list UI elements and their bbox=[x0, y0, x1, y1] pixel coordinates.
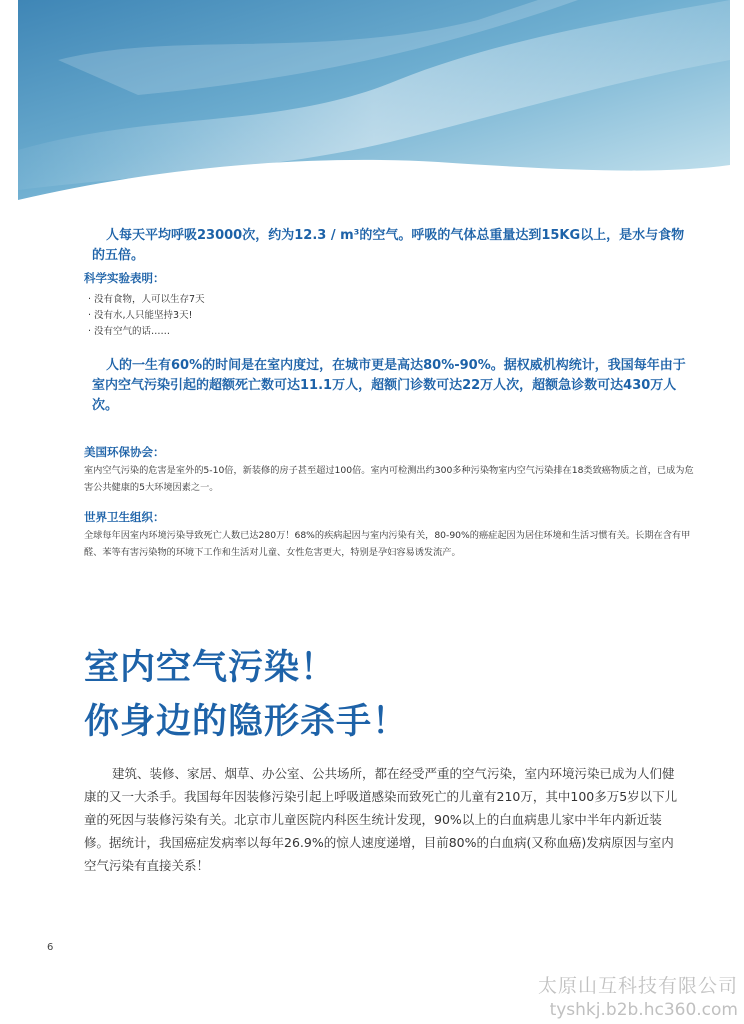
page-title-line2: 你身边的隐形杀手！ bbox=[84, 702, 409, 742]
watermark-url: tyshkj.b2b.hc360.com bbox=[549, 1000, 738, 1020]
page-number: 6 bbox=[47, 942, 54, 953]
who-text: 全球每年因室内环境污染导致死亡人数已达280万！68%的疾病起因与室内污染有关，80-90%的癌症起因为居住环境和生活习惯有关。长期在含有甲醛、苯等有害污染物的环境下工作和生活对儿童、女性危害更大，特别是孕妇容易诱发流产。 bbox=[84, 530, 691, 558]
intro-lead: 人每天平均呼吸23000次，约为12.3 / m³的空气。呼吸的气体总重量达到15KG以上，是水与食物的五倍。 bbox=[92, 228, 685, 263]
list-item: · 没有空气的话…… bbox=[88, 326, 171, 337]
sky-banner bbox=[18, 0, 730, 210]
experiment-heading: 科学实验表明： bbox=[84, 271, 165, 285]
epa-text: 室内空气污染的危害是室外的5-10倍，新装修的房子甚至超过100倍。室内可检测出约300多种污染物室内空气污染排在18类致癌物质之首，已成为危害公共健康的5大环境因素之一。 bbox=[84, 465, 694, 493]
who-heading: 世界卫生组织： bbox=[84, 510, 165, 524]
list-item: · 没有食物，人可以生存7天 bbox=[88, 294, 205, 305]
watermark-company: 太原山互科技有限公司 bbox=[537, 975, 738, 997]
body-paragraph: 建筑、装修、家居、烟草、办公室、公共场所，都在经受严重的空气污染，室内环境污染已成为人们健康的又一大杀手。我国每年因装修污染引起上呼吸道感染而致死亡的儿童有210万，其中100多万5岁以下儿童的死因与装修污染有关。北京市儿童医院内科医生统计发现，90%以上的白血病患儿家中半年内新近装修。据统计，我国癌症发病率以每年26.9%的惊人速度递增，目前80%的白血病(又称血癌)发病原因与室内空气污染有直接关系！ bbox=[84, 766, 678, 873]
brochure-page bbox=[18, 0, 730, 1024]
list-item: · 没有水,人只能坚持3天! bbox=[88, 310, 193, 321]
experiment-list bbox=[88, 292, 205, 340]
epa-heading: 美国环保协会： bbox=[84, 445, 165, 459]
watermark bbox=[538, 974, 738, 1022]
page-title-line1: 室内空气污染！ bbox=[84, 648, 337, 688]
stats-lead: 人的一生有60%的时间是在室内度过，在城市更是高达80%-90%。据权威机构统计，我国每年由于室内空气污染引起的超额死亡数可达11.1万人，超额门诊数可达22万人次，超额急诊数可达430万人次。 bbox=[92, 358, 686, 413]
